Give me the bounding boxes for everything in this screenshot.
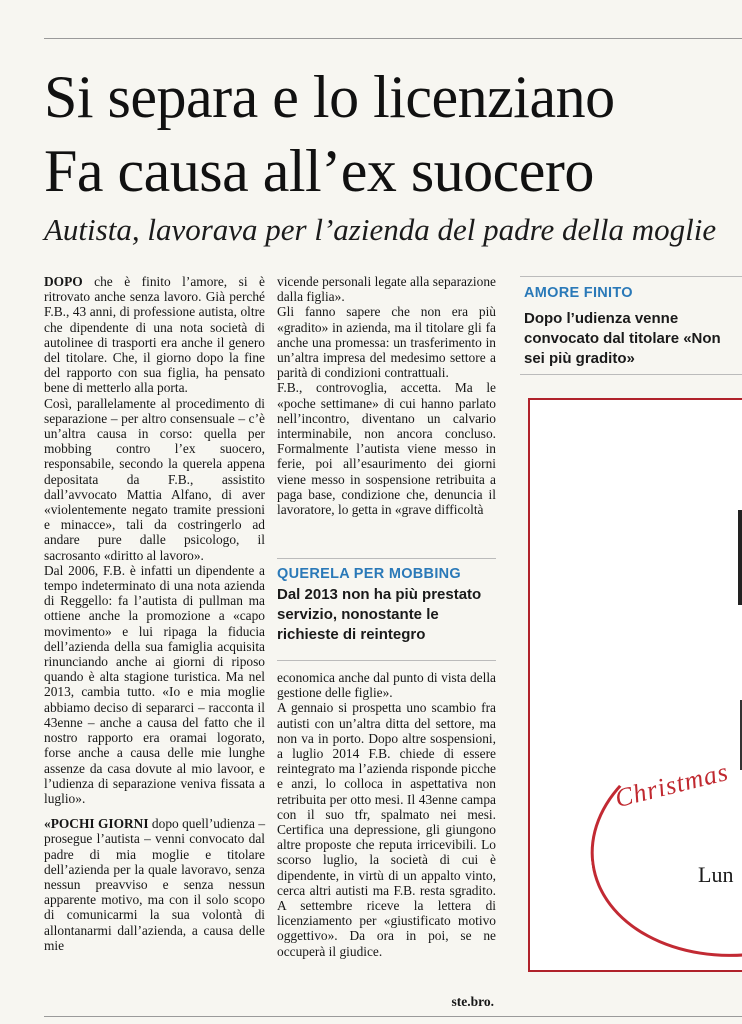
- article-column-2-bottom: [277, 670, 496, 959]
- paragraph: «POCHI GIORNI dopo quell’udienza – prosegue l’autista – venni convocato dal padre di mia moglie e titolare dell’azienda per la quale lavoravo, senza nessun preavviso e senza nessun apparente motivo, ma con il solo scopo di comunicarmi la sua volontà di allontanarmi dall’azienda, a causa delle mie: [44, 816, 266, 953]
- paragraph: Dal 2006, F.B. è infatti un dipendente a tempo indeterminato di una nota azienda di Reggello: fa l’autista di pullman ma ottiene anche la promozione a «capo movimento» e lui ripaga la fiducia dell’azienda della sua famiglia acquisita rinunciando anche ai giorni di riposo quando è alta stagione turistica. Ma nel 2013, cambia tutto. «Io e mia moglie abbiamo deciso di separarci – racconta il 43enne – anche a causa del fatto che il nostro rapporto era oramai logorato, forse anche a causa delle mie lunghe assenze da casa dovute al mio lavoor, e l’udienza di separazione veniva fissata a luglio».: [44, 562, 265, 806]
- box-kicker-amore: AMORE FINITO: [524, 285, 633, 301]
- paragraph: Gli fanno sapere che non era più «gradito» in azienda, ma il titolare gli fa anche una promessa: un trasferimento in un’altra impresa del medesimo settore a parità di condizioni contrattuali.: [277, 304, 496, 381]
- paragraph: DOPO che è finito l’amore, si è ritrovato anche senza lavoro. Già perché F.B., 43 anni, di professione autista, oltre che dipendente di una nota società di autolinee di trasporti era anche il genero del titolare. Che, il giorno dopo la fine del rapporto con sua figlia, ha pensato bene di metterlo alla porta.: [44, 274, 265, 396]
- headline-line-1: Si separa e lo licenziano: [44, 64, 615, 130]
- box-rule: [277, 558, 496, 559]
- box-rule: [277, 660, 496, 661]
- box-kicker-querela: QUERELA PER MOBBING: [277, 566, 462, 582]
- bottom-rule: [44, 1016, 742, 1017]
- box-rule: [520, 374, 742, 375]
- headline-line-2: Fa causa all’ex suocero: [44, 138, 594, 204]
- lead-word: DOPO: [44, 274, 83, 289]
- box-deck-amore: Dopo l’udienza venne convocato dal titolare «Non sei più gradito»: [524, 310, 721, 367]
- byline: ste.bro.: [451, 994, 494, 1009]
- subheadline: Autista, lavorava per l’azienda del padre della moglie: [44, 212, 717, 247]
- ad-swoosh: [576, 710, 742, 972]
- top-rule: [44, 38, 742, 39]
- box-rule: [520, 276, 742, 277]
- paragraph: A gennaio si prospetta uno scambio fra autisti con un’altra ditta del settore, ma non va in porto. Dopo altre sospensioni, a luglio 2014 F.B. chiede di essere reintegrato ma l’azienda risponde picche e anzi, lo colloca in aspettativa non retribuita per otto mesi. Il 43enne campa con il suo tfr, spalmato nei mesi. Certifica una depressione, gli giungono altre proposte che reputa irricevibili. Lo scorso luglio, la società di cui è dipendente, in virtù di un appalto vinto, cerca altri autisti ma F.B. resta sgradito. A settembre riceve la lettera di licenziamento per «giustificato motivo oggettivo». Da ora in poi, se ne occuperà il giudice.: [277, 700, 496, 959]
- article-column-2-top: [277, 274, 496, 517]
- paragraph: economica anche dal punto di vista della gestione delle figlie».: [277, 670, 496, 701]
- lead-word: «POCHI GIORNI: [44, 816, 149, 832]
- box-deck-querela: Dal 2013 non ha più prestato servizio, nonostante le richieste di reintegro: [277, 586, 482, 643]
- paragraph: Così, parallelamente al procedimento di separazione – per altro consensuale – c’è un’altra causa in corso: quella per mobbing contro l’ex suocero, responsabile, secondo la querela appena depositata da F.B., assistito dall’avvocato Mattia Alfano, di aver «violentemente negato tramite pressioni e minacce», tali da costringerlo ad andare pure dalle psicologo, il sacrosanto «diritto al lavoro».: [44, 395, 265, 563]
- ad-city-text: Lun: [698, 862, 734, 887]
- paragraph: F.B., controvoglia, accetta. Ma le «poche settimane» di cui hanno parlato nell’incontro, diventano un calvario interminabile, non ancora concluso. Formalmente l’autista viene messo in ferie, poi all’esaurimento dei giorni viene messo in sospensione retribuita a paga base, condizione che, denuncia il lavoratore, lo getta in «grave difficoltà: [277, 380, 496, 518]
- ad-graphic: [738, 510, 742, 605]
- ad-christmas-text: Christmas: [612, 756, 732, 814]
- paragraph: vicende personali legate alla separazione dalla figlia».: [277, 274, 496, 305]
- article-column-1: [44, 274, 265, 953]
- advertisement: [528, 398, 742, 972]
